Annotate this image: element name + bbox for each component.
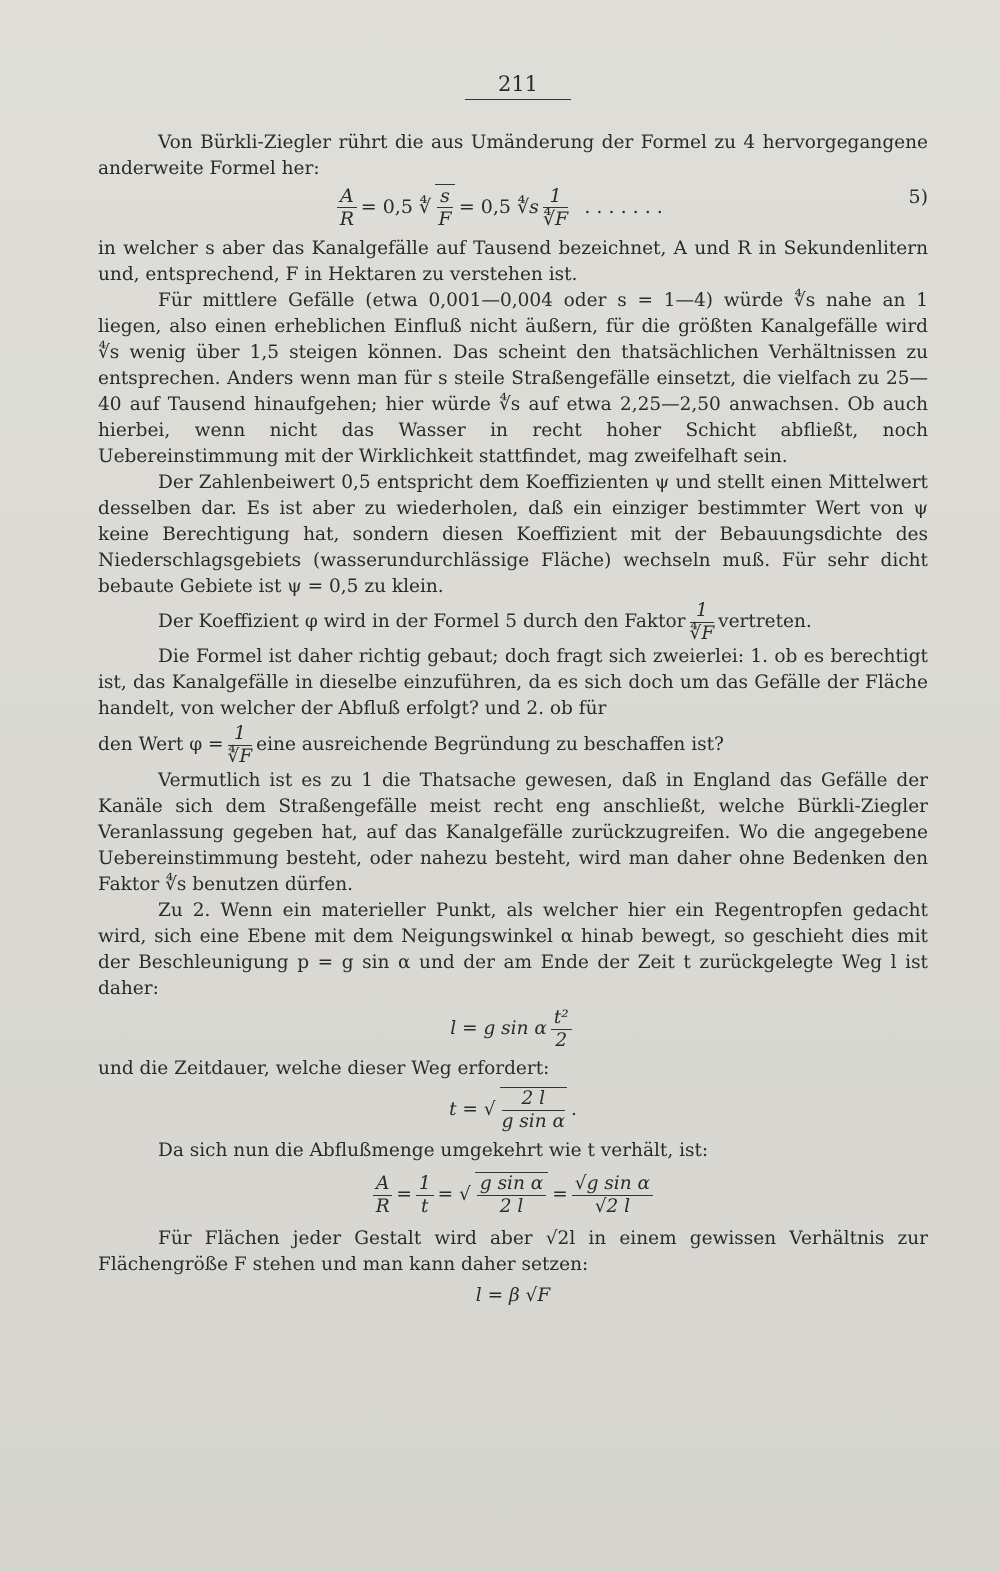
paragraph-10: Für Flächen jeder Gestalt wird aber √2l in einem gewissen Verhältnis zur Flächengröße F stehen und man kann daher setzen: (98, 1228, 928, 1275)
formula-beta: l = β √F (475, 1285, 551, 1306)
phi-value-line: den Wert φ = $\frac{1}{∜F}$ eine ausreichende Begründung zu beschaffen ist? (98, 722, 724, 767)
formula-5: $\frac{A}{R}$ = 0,5 ∜ $\frac{s}{F}$ = 0,5 ∜s 1 ∜F . . . . . . . 5) (98, 184, 928, 234)
paragraph-4: Der Zahlenbeiwert 0,5 entspricht dem Koeffizienten ψ und stellt einen Mittelwert desselben dar. Es ist aber zu wiederholen, daß ein einziger bestimmter Wert von ψ keine Berechtigung hat, sondern diesen Koeffizient mit der Bebauungsdichte des Niederschlagsgebiets (wasserundurchlässige Fläche) wechseln muß. Für sehr dicht bebaute Gebiete ist ψ = 0,5 zu klein. (98, 472, 928, 597)
phi-line: Der Koeffizient φ wird in der Formel 5 durch den Faktor 1 ∜F vertreten. (158, 599, 812, 644)
paragraph-5: Die Formel ist daher richtig gebaut; doch fragt sich zweierlei: 1. ob es berechtigt ist, das Kanalgefälle in dieselbe einzuführen, da es sich doch um das Gefälle der Fläche handelt, von welcher der Abfluß erfolgt? und 2. ob für (98, 646, 928, 719)
paragraph-2: in welcher s aber das Kanalgefälle auf Tausend bezeichnet, A und R in Sekundenlitern und, entsprechend, F in Hektaren zu verstehen ist. (98, 238, 928, 285)
formula-number: 5) (908, 186, 928, 208)
paragraph-3: Für mittlere Gefälle (etwa 0,001—0,004 oder s = 1—4) würde ∜s nahe an 1 liegen, also einen erheblichen Einfluß nicht äußern, für die größten Kanalgefälle wird ∜s wenig über 1,5 steigen können. Das scheint den thatsächlichen Verhältnissen zu entsprechen. Anders wenn man für s steile Straßengefälle einsetzt, die vielfach zu 25—40 auf Tausend hinaufgehen; hier würde ∜s auf etwa 2,25—2,50 anwachsen. Ob auch hierbei, wenn nicht das Wasser in recht hoher Schicht abfließt, noch Uebereinstimmung mit der Wirklichkeit stattfindet, mag zweifelhaft sein. (98, 290, 928, 467)
body-text (98, 130, 928, 1314)
paragraph-6: Vermutlich ist es zu 1 die Thatsache gewesen, daß in England das Gefälle der Kanäle sich dem Straßengefälle meist recht eng anschließt, welche Bürkli-Ziegler Veranlassung gegeben hat, auf das Kanalgefälle zurückzugreifen. Wo die angegebene Uebereinstimmung besteht, oder nahezu besteht, wird man daher ohne Bedenken den Faktor ∜s benutzen dürfen. (98, 770, 928, 895)
formula-l: l = g sin α t² 2 (98, 1002, 928, 1056)
paragraph-1: Von Bürkli-Ziegler rührt die aus Umänderung der Formel zu 4 hervorgegangene anderweite Formel her: (98, 132, 928, 179)
paragraph-7: Zu 2. Wenn ein materieller Punkt, als welcher hier ein Regentropfen gedacht wird, sich eine Ebene mit dem Neigungswinkel α hinab bewegt, so geschieht dies mit der Beschleunigung p = g sin α und der am Ende der Zeit t zurückgelegte Weg l ist daher: (98, 900, 928, 999)
formula-t: t = √ $\frac{2 l}{\text{g sin α}}$ . (449, 1088, 577, 1132)
paragraph-8: und die Zeitdauer, welche dieser Weg erfordert: (98, 1058, 550, 1079)
page-number: 211 (465, 72, 571, 100)
formula-ar: $\frac{A}{R}$ = $\frac{1}{t}$ = √ $\frac{\text{g sin α}}{2 l}$ = $\frac{\text{√g sin α}}{√2 l}$ (98, 1164, 928, 1226)
paragraph-9: Da sich nun die Abflußmenge umgekehrt wie t verhält, ist: (158, 1140, 709, 1161)
